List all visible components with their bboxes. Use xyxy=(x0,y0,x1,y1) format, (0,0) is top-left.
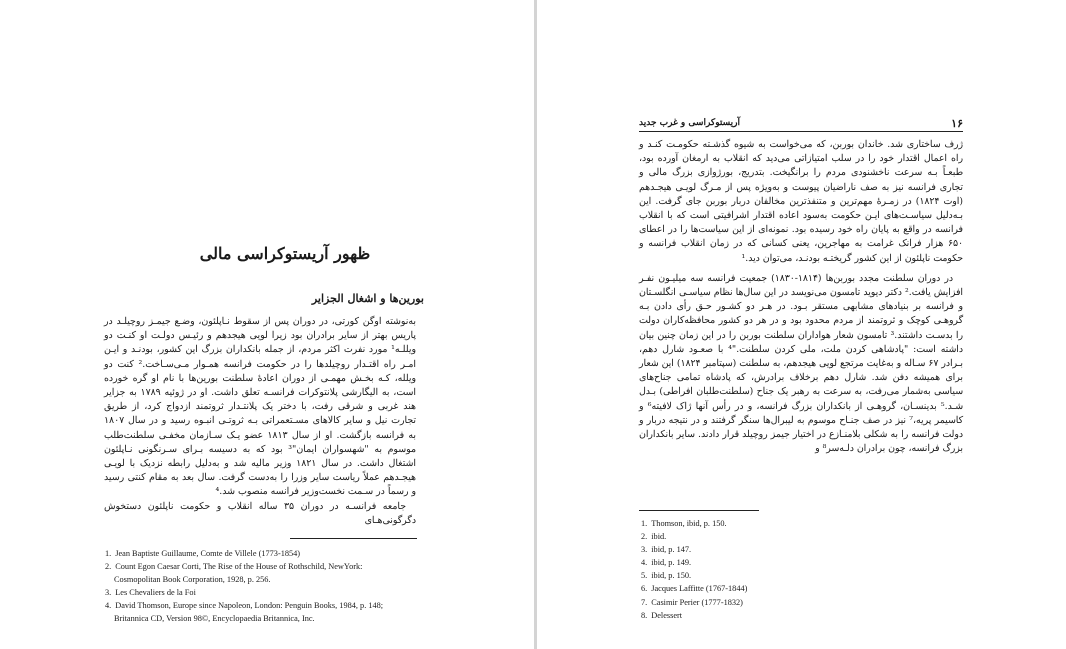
footnote-divider xyxy=(290,538,417,539)
footnote-continuation: Britannica CD, Version 98©, Encyclopaedia Britannica, Inc. xyxy=(114,614,315,624)
footnote-item: 2. Count Egon Caesar Corti, The Rise of the House of Rothschild, NewYork: xyxy=(105,562,363,572)
footnote-item: 2. ibid. xyxy=(641,532,667,542)
right-paragraph-2: در دوران سلطنت مجدد بوربن‌ها (۱۸۱۴-۱۸۳۰) جمعیت فرانسه سه میلیـون نفـر افزایش یافت.² دکتر دیوید تامسون می‌نویسد در این سال‌ها نظام سیاسـی انگلسـتان و فرانسه بر بنیادهای مشابهی مستقر بـود. در هـر دو کشـور حـق رأی دادن بـه گروهـی کوچک و ثروتمند از مردم محدود بود و در هر دو کشور محافظه‌کاران دولت را بدسـت داشتند.³ تامسون شعار هواداران سلطنت بوربن را در این زمان چنین بیان داشته است: "پادشاهی کردن ملت، ملی کردن سلطنت."⁴ با صعـود شارل دهم، بـرادر ۶۷ سـاله و به‌غایت مرتجع لویی هیجدهم، به سلطنت (سپتامبر ۱۸۲۴) این شعار برای همیشه دفن شد. شارل دهم برخلاف برادرش، که پادشاه تمامی جناح‌های سیاسی به‌شمار می‌رفت، به سرعت به رهبر یک جناح (سلطنت‌طلبان افراطی) بـدل شـد.⁵ بدینسـان، گروهـی از بانکداران بزرگ فرانسه، و در رأس آنها ژاک لافیته⁶ و کاسیمر پریه،⁷ نیز در صف جنـاح موسوم به لیبرال‌ها سنگر گرفتند و در نتیجه دربار و دولت فرانسه را به شکلی بلامنـازع در اختیار جیمز روچیلد قرار دادند. سایر بانکداران بزرگ فرانسه، چون برادران دلـه‌سر⁸ و xyxy=(639,272,963,455)
footnote-item: 1. Thomson, ibid, p. 150. xyxy=(641,519,727,528)
footnote-item: 7. Casimir Perier (1777-1832) xyxy=(641,597,743,607)
footnote-item: 5. ibid, p. 150. xyxy=(641,571,692,581)
right-footnotes xyxy=(641,517,941,622)
footnote-divider xyxy=(639,510,759,511)
left-body-text xyxy=(104,315,416,528)
running-head-title: آریستوکراسی و غرب جدید xyxy=(639,118,740,128)
running-header xyxy=(639,117,963,132)
footnote-item: 3. ibid, p. 147. xyxy=(641,545,692,555)
left-paragraph-2: جامعه فرانسـه در دوران ۳۵ ساله انقلاب و حکومت ناپلئون دستخوش دگرگونی‌هـای xyxy=(104,500,416,526)
left-footnotes xyxy=(105,547,435,626)
footnote-item: 3. Les Chevaliers de la Foi xyxy=(105,588,196,598)
footnote-continuation: Cosmopolitan Book Corporation, 1928, p. 256. xyxy=(114,575,271,585)
left-paragraph-1: به‌نوشته اوگن کورتی، در دوران پس از سقوط نـاپلئون، وضـع جیمـز روچیلـد در پاریس بهتر از سایر برادران بود زیرا لویی هیجدهم و رئیـس دولـت او کنـت دو ویللـه¹ مورد نفرت اکثر مردم، از جمله بانکداران بزرگ این کشور، بودنـد و ایـن امـر راه اقتـدار روچیلدها را در حکومت فرانسه همـوار مـی‌سـاخت.² کنت دو ویلله، کـه بخـش مهمـی از دوران اعادهٔ سلطنت بورین‌ها با نام او گره خورده است، به الیگارشی پلانتوکرات فرانسـه تعلق داشت. او در ژوئیه ۱۷۸۹ به جزایر هند غربی و شرقی رفت، با دختر یک پلانتـدار ثروتمند ازدواج کرد، از طریق تجارت نیل و سایر کالاهای مسـتعمراتی بـه ثروتـی انبـوه رسید و در سال ۱۸۰۷ به فرانسه بازگشت. او از سال ۱۸۱۳ عضو یـک سـازمان مخفـی سلطنت‌طلب موسوم به "شهسواران ایمان"³ بود که به دسیسه بـرای سـرنگونی نـاپلئون اشتغال داشت. در سال ۱۸۲۱ وزیر مالیه شد و به‌دلیل رابطه نزدیک با لویـی هیجـدهم عملاً ریاست سایر وزرا را به‌دست گرفت. سال بعد به مقام کنتی رسید و رسماً در سـمت نخست‌وزیر فرانسه منصوب شد.⁴ xyxy=(104,316,416,498)
footnote-item: 4. ibid, p. 149. xyxy=(641,558,692,568)
footnote-item: 4. David Thomson, Europe since Napoleon, London: Penguin Books, 1984, p. 148; xyxy=(105,601,384,611)
right-paragraph-1: ژرف ساختاری شد. خاندان بوربن، که می‌خواست به شیوه گذشـته حکومـت کنـد و راه اعمال اقتدار خود را در سلب امتیازاتی می‌دید که انقلاب به ارمغان آورده بود، طبعـاً بـه سرعت ناخشنودی مردم را برانگیخت. بتدریج، بورژوازی بزرگ مالی و تجاری فرانسه نیز به صف ناراضیان پیوست و به‌ویژه پس از مـرگ لویـی هیجـدهم (اوت ۱۸۲۴) در زمـرهٔ مهم‌ترین و متنفذترین مخالفان دربار بوربن جای گرفت. این بـه‌دلیل سیاسـت‌های ایـن حکومت به‌سود اعاده اقتدار اشرافیتی است که با انقلاب فرانسه در واقع به پایان راه خود رسیده بود. نمونه‌ای از این سیاست‌ها را در اعطای ۶۵۰ هزار فرانک غرامت به مهاجرین، یعنی کسانی که در زمان انقلاب فرانسه و حکومت ناپلئون از این کشور گریختـه بودنـد، می‌توان دید.¹ xyxy=(639,139,963,264)
footnote-item: 1. Jean Baptiste Guillaume, Comte de Villele (1773-1854) xyxy=(105,549,301,558)
footnote-item: 6. Jacques Laffitte (1767-1844) xyxy=(641,584,748,594)
section-heading: بورین‌ها و اشغال الجزایر xyxy=(311,292,424,305)
chapter-title: ظهور آریستوکراسی مالی xyxy=(199,244,371,263)
right-page xyxy=(537,0,1066,649)
footnote-item: 8. Delessert xyxy=(641,610,683,620)
right-body-text xyxy=(639,138,963,456)
page-number: ۱۶ xyxy=(951,118,963,130)
